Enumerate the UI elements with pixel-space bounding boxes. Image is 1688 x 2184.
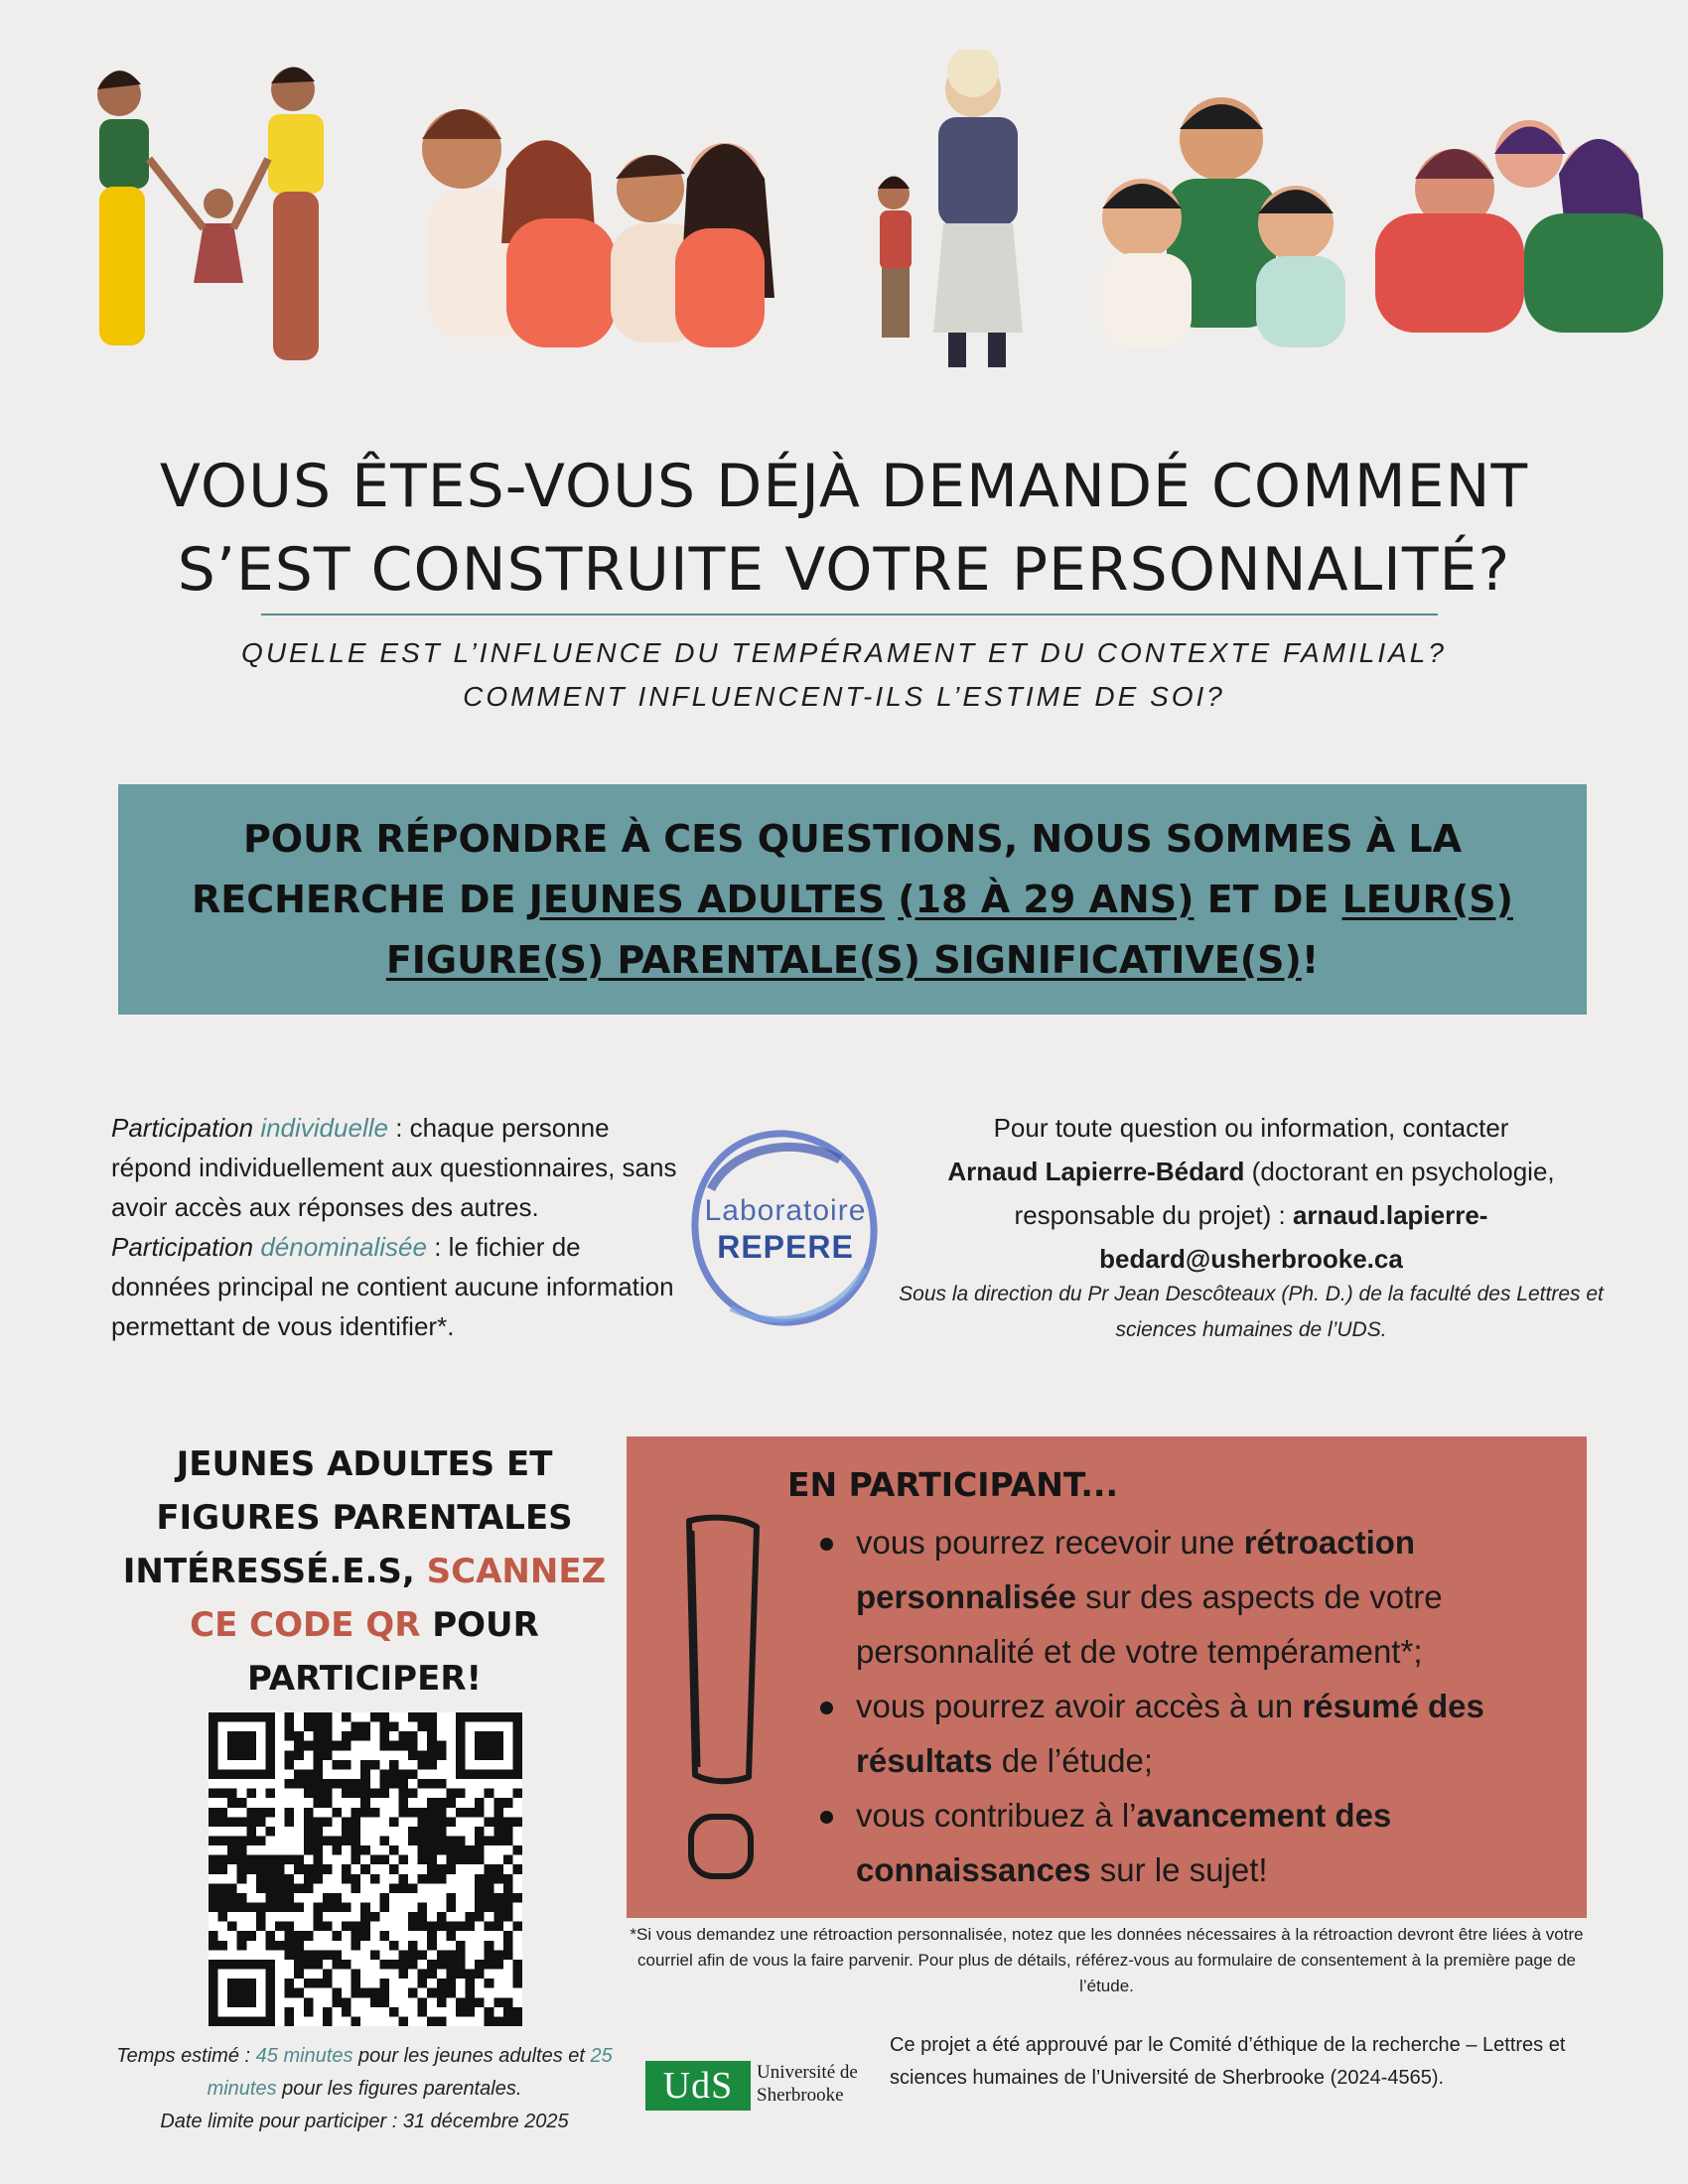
benefit-highlight: rétroaction personnalisée	[856, 1524, 1416, 1615]
list-item	[814, 1515, 1549, 1679]
subtitle	[79, 631, 1609, 719]
title-divider	[261, 614, 1438, 615]
qr-finder-center	[227, 1731, 256, 1760]
time-parents: 25 minutes	[207, 2045, 613, 2100]
note-text: pour les figures parentales.	[276, 2078, 522, 2100]
supervision-note: Sous la direction du Pr Jean Descôteaux (Ph. D.) de la faculté des Lettres et sciences humaines de l’UDS.	[899, 1283, 1604, 1341]
ethics-approval: Ce projet a été approuvé par le Comité d’éthique de la recherche – Lettres et sciences humaines de l’Université de Sherbrooke (2024-4565).	[890, 2034, 1566, 2089]
qr-call-to-action	[111, 1437, 618, 1706]
participation-kind: dénominalisée	[260, 1232, 427, 1262]
benefit-text: de l’étude;	[992, 1742, 1154, 1779]
banner-text-part: POUR RÉPONDRE À CES QUESTIONS, NOUS SOMMES À LA RECHERCHE DE	[192, 816, 1463, 921]
banner-highlight-age: (18 À 29 ANS)	[898, 877, 1195, 921]
feedback-footnote: *Si vous demandez une rétroaction personnalisée, notez que les données nécessaires à la rétroaction devront être liées à votre courriel afin de vous la faire parvenir. Pour plus de détails, référez-vous au formulaire de consentement à la première page de l’étude.	[630, 1925, 1584, 1995]
benefit-text: sur des aspects de votre personnalité et de votre tempérament*;	[856, 1578, 1443, 1670]
benefit-text: vous pourrez avoir accès à un	[856, 1688, 1303, 1724]
participation-individual	[111, 1108, 677, 1227]
family-illustrations	[0, 40, 1688, 397]
note-text: Temps estimé :	[116, 2045, 256, 2067]
uds-logo-badge: UdS	[645, 2061, 751, 2111]
time-young-adults: 45 minutes	[255, 2045, 353, 2067]
participation-label: Participation	[111, 1113, 261, 1143]
participation-text: : chaque personne répond individuellement aux questionnaires, sans avoir accès aux réponses des autres.	[111, 1113, 677, 1222]
exclamation-icon	[671, 1509, 771, 1896]
page-title	[79, 445, 1609, 612]
logo-text-repere: REPERE	[717, 1229, 854, 1265]
list-item	[814, 1788, 1549, 1897]
benefits-list	[814, 1515, 1549, 1897]
participation-label: Participation	[111, 1232, 261, 1262]
banner-highlight-parents: LEUR(S) FIGURE(S) PARENTALE(S) SIGNIFICATIVE(S)	[385, 877, 1513, 982]
logo-text-laboratoire: Laboratoire	[704, 1194, 867, 1227]
contact-intro: Pour toute question ou information, contacter	[993, 1113, 1509, 1143]
subtitle-line-2: COMMENT INFLUENCENT-ILS L’ESTIME DE SOI?	[463, 681, 1225, 712]
banner-text-part: !	[1301, 937, 1320, 982]
qr-finder-center	[227, 1979, 256, 2007]
benefits-title: EN PARTICIPANT...	[787, 1465, 1118, 1504]
contact-name: Arnaud Lapierre-Bédard	[947, 1157, 1245, 1186]
uds-logo-name	[757, 2061, 886, 2107]
banner-text-part	[885, 878, 898, 921]
father-sons-illustration	[1072, 79, 1370, 347]
cta-text: JEUNES ADULTES ET FIGURES PARENTALES INTÉRESSÉ.E.S,	[122, 1444, 573, 1591]
benefit-highlight: avancement des connaissances	[856, 1797, 1392, 1888]
banner-text-part: ET DE	[1194, 877, 1342, 921]
banner-text	[158, 809, 1547, 991]
qr-code[interactable]	[209, 1712, 522, 2026]
contact-email-link[interactable]: arnaud.lapierre-bedard@usherbrooke.ca	[1099, 1200, 1488, 1274]
banner-highlight-young-adults: JEUNES ADULTES	[528, 877, 886, 921]
title-line-2: S’EST CONSTRUITE VOTRE PERSONNALITÉ?	[177, 535, 1511, 605]
uds-name-line: Sherbrooke	[757, 2085, 844, 2106]
contact-info	[894, 1106, 1609, 1281]
list-item	[814, 1679, 1549, 1788]
participation-text: : le fichier de données principal ne contient aucune information permettant de vous identifier*.	[111, 1232, 674, 1341]
deadline-text: Date limite pour participer : 31 décembre 2025	[160, 2111, 569, 2132]
contact-role: (doctorant en psychologie, responsable du projet) :	[1014, 1157, 1555, 1230]
cta-text: POUR PARTICIPER!	[246, 1605, 539, 1699]
participation-kind: individuelle	[260, 1113, 388, 1143]
note-text: pour les jeunes adultes et	[352, 2045, 591, 2067]
benefit-highlight: résumé des résultats	[856, 1688, 1484, 1779]
benefit-text: vous pourrez recevoir une	[856, 1524, 1244, 1561]
family-walking-illustration	[20, 50, 377, 387]
subtitle-line-1: QUELLE EST L’INFLUENCE DU TEMPÉRAMENT ET DU CONTEXTE FAMILIAL?	[241, 637, 1447, 668]
qr-finder-center	[475, 1731, 503, 1760]
time-estimate-note	[111, 2040, 618, 2138]
title-line-1: VOUS ÊTES-VOUS DÉJÀ DEMANDÉ COMMENT	[159, 452, 1529, 521]
uds-name-line: Université de	[757, 2062, 858, 2083]
benefit-text: sur le sujet!	[1090, 1851, 1268, 1888]
family-huddle-illustration	[1375, 94, 1673, 333]
hugging-group-illustration	[407, 69, 784, 367]
cta-scan-highlight: SCANNEZ CE CODE QR	[190, 1552, 607, 1645]
participation-info	[111, 1108, 677, 1346]
recruitment-banner	[118, 784, 1587, 1015]
grandmother-child-illustration	[854, 50, 1053, 377]
participation-denominalized	[111, 1227, 677, 1346]
benefit-text: vous contribuez à l’	[856, 1797, 1137, 1834]
